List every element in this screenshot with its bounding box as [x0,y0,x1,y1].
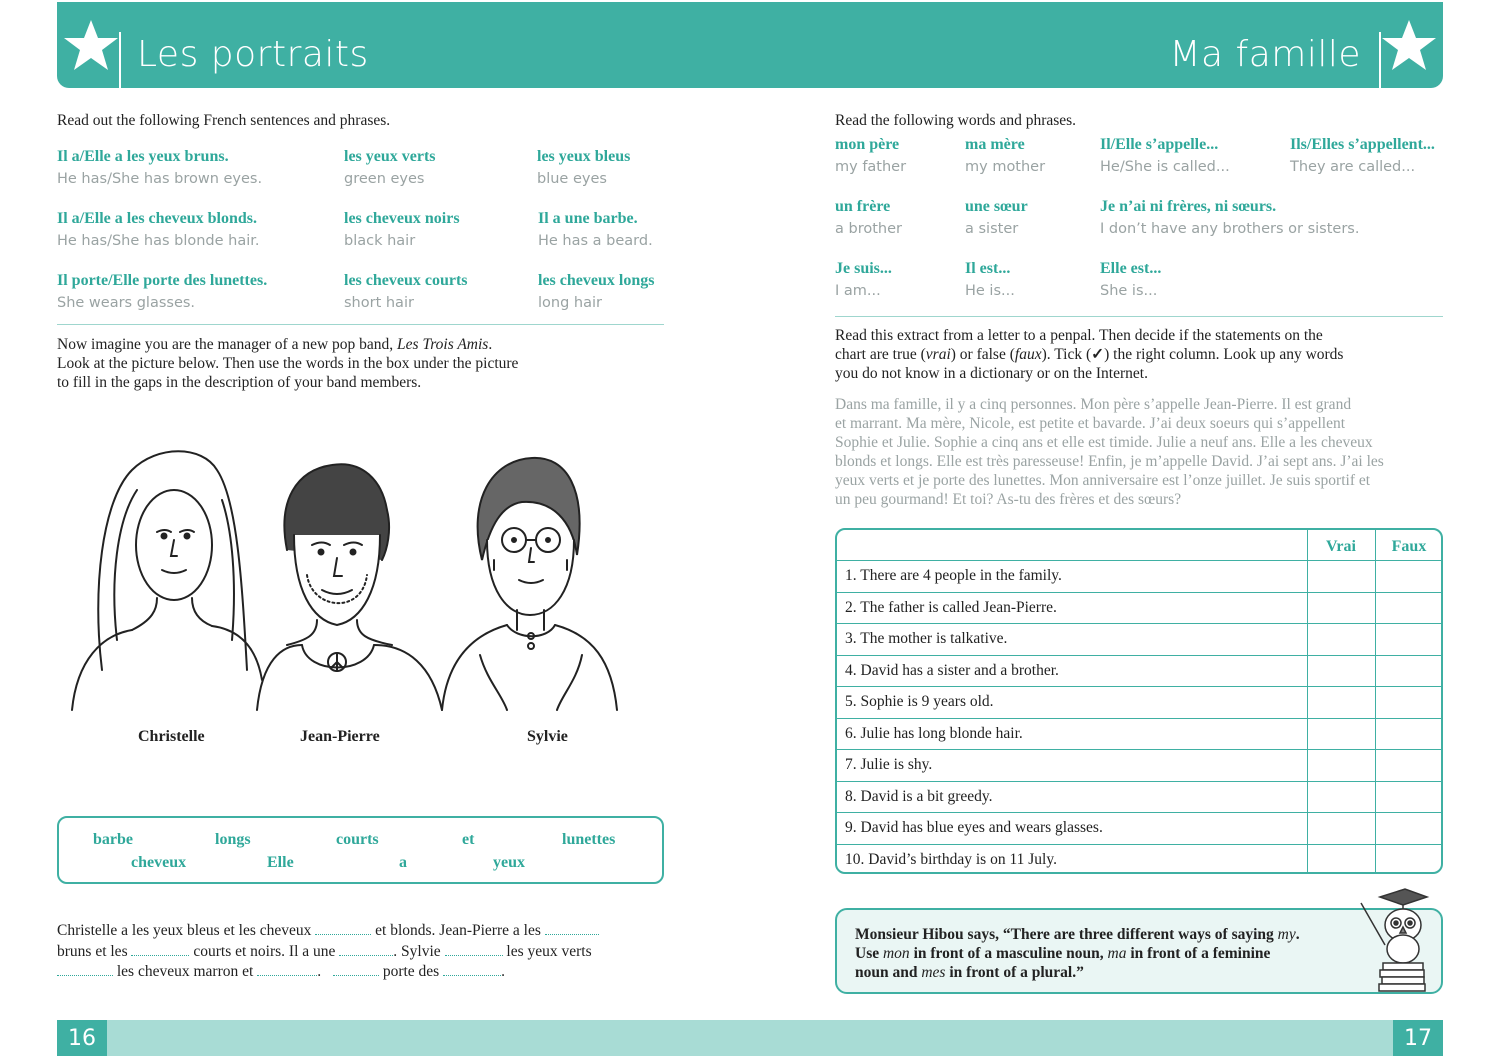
left-instruction-1: Read out the following French sentences and phrases. [57,112,391,129]
phrase-en: a sister [965,221,1019,237]
word: Elle [267,854,294,871]
gap-blank[interactable] [443,963,501,976]
instruction-text: ). Tick ( [1041,346,1092,363]
faux-header: Faux [1391,538,1427,555]
tip-emphasis: ma [1107,945,1127,962]
phrase-fr: Je n’ai ni frères, ni sœurs. [1100,198,1277,215]
gap-text: courts et noirs. Il a une [193,943,336,960]
gap-blank[interactable] [545,922,599,935]
header-divider [119,32,121,88]
phrase-fr: une sœur [965,198,1028,215]
statement: 6. Julie has long blonde hair. [845,725,1023,742]
word-box [57,816,664,884]
gap-text: porte des [382,963,440,980]
table-row [837,592,1441,623]
right-instruction-2-line1: Read this extract from a letter to a penpal. Then decide if the statements on the [835,327,1323,344]
gap-blank[interactable] [339,943,393,956]
star-icon [1379,16,1439,76]
gap-text: les yeux verts [506,943,592,960]
letter-line: un peu gourmand! Et toi? As-tu des frères et des sœurs? [835,491,1182,508]
gap-text: bruns et les [57,943,128,960]
phrase-fr: Je suis... [835,260,892,277]
gap-blank[interactable] [131,943,189,956]
table-row [837,686,1441,718]
right-instruction-1: Read the following words and phrases. [835,112,1077,129]
word: courts [336,831,379,848]
band-illustration [62,440,662,720]
gap-text: les cheveux marron et [116,963,254,980]
left-instruction-2-line2: Look at the picture below. Then use the words in the box under the picture [57,355,519,372]
letter-line: Dans ma famille, il y a cinq personnes. Mon père s’appelle Jean-Pierre. Il est grand [835,396,1352,413]
word: barbe [93,831,133,848]
phrase-en: my mother [965,159,1046,175]
phrase-en: They are called... [1290,159,1416,175]
phrase-fr: Il/Elle s’appelle... [1100,136,1219,153]
phrase-en: green eyes [344,171,425,187]
left-instruction-2-line3: to fill in the gaps in the description of your band members. [57,374,422,391]
phrase-fr: les cheveux longs [538,272,655,289]
instruction-text: Now imagine you are the manager of a new pop band, [57,336,394,353]
statement: 7. Julie is shy. [845,756,933,773]
phrase-en: I am... [835,283,881,299]
table-row [837,812,1441,844]
word: et [462,831,475,848]
phrase-en: blue eyes [537,171,607,187]
table-row [837,718,1441,749]
true-false-table [835,528,1443,874]
phrase-fr: les yeux verts [344,148,436,165]
tip-emphasis: mes [921,964,946,981]
tip-text [855,925,1365,982]
statement: 1. There are 4 people in the family. [845,567,1062,584]
gap-fill-line-3 [57,962,505,981]
phrase-fr: Il a/Elle a les cheveux blonds. [57,210,258,227]
vrai-header: Vrai [1326,538,1356,555]
phrase-fr: mon père [835,136,900,153]
gap-fill-line-1 [57,921,599,940]
table-row [837,560,1441,592]
letter-line: blonds et longs. Elle est très paresseuse! Enfin, je m’appelle David. J’ai sept ans. J’ai les [835,453,1384,470]
statement: 8. David is a bit greedy. [845,788,993,805]
word: longs [215,831,251,848]
tick-icon: ✓ [1091,346,1105,363]
phrase-en: a brother [835,221,902,237]
gap-text: et blonds. Jean-Pierre a les [375,922,541,939]
footer-bar [106,1020,1394,1056]
phrase-fr: Il a une barbe. [538,210,638,227]
gap-blank[interactable] [57,963,113,976]
gap-blank[interactable] [257,963,317,976]
phrase-en: She wears glasses. [57,295,196,311]
tip-emphasis: mon [882,945,910,962]
section-divider [57,324,664,325]
gap-blank[interactable] [315,922,371,935]
table-row [837,844,1441,874]
phrase-fr: Il porte/Elle porte des lunettes. [57,272,268,289]
page-header [57,2,1443,88]
section-divider [835,316,1443,317]
tip-line: Monsieur Hibou says, “There are three different ways of saying [855,926,1274,943]
phrase-en: short hair [344,295,414,311]
owl-mascot-icon [1355,885,1433,993]
tip-emphasis: my [1277,926,1296,943]
gap-text: . [317,963,322,980]
phrase-en: long hair [538,295,602,311]
word: cheveux [131,854,187,871]
band-name: Les Trois Amis [397,336,489,353]
phrase-en: He has/She has blonde hair. [57,233,260,249]
tip-line: Use [855,945,880,962]
right-instruction-2-line2 [835,345,1343,364]
tip-box [835,908,1443,994]
phrase-fr: Il est... [965,260,1011,277]
instruction-text: ) or false ( [950,346,1015,363]
word: yeux [493,854,525,871]
tip-line: noun and [855,964,918,981]
table-row [837,623,1441,655]
phrase-en: He is... [965,283,1015,299]
sylvie-label: Sylvie [527,728,568,745]
right-page-number: 17 [1393,1020,1443,1056]
phrase-en: I don’t have any brothers or sisters. [1100,221,1360,237]
tip-line: in front of a feminine [1130,945,1271,962]
table-row [837,655,1441,686]
word: lunettes [562,831,616,848]
table-row [837,749,1441,781]
statement: 5. Sophie is 9 years old. [845,693,994,710]
left-page-number: 16 [57,1020,107,1056]
phrase-en: black hair [344,233,416,249]
phrase-fr: les cheveux noirs [344,210,460,227]
statement: 4. David has a sister and a brother. [845,662,1059,679]
phrase-en: my father [835,159,907,175]
right-page-title: Ma famille [1169,34,1361,75]
letter-line: et marrant. Ma mère, Nicole, est petite et bavarde. J’ai deux soeurs qui s’appellent [835,415,1346,432]
phrase-fr: les yeux bleus [537,148,631,165]
gap-text: Christelle a les yeux bleus et les cheveux [57,922,312,939]
phrase-fr: un frère [835,198,891,215]
christelle-label: Christelle [138,728,205,745]
tip-line: . [1295,926,1300,943]
left-page-title: Les portraits [137,34,369,75]
statement: 9. David has blue eyes and wears glasses. [845,819,1103,836]
instruction-text: vrai [925,346,951,363]
phrase-en: He has a beard. [538,233,653,249]
phrase-en: He has/She has brown eyes. [57,171,263,187]
word: a [399,854,407,871]
phrase-fr: les cheveux courts [344,272,468,289]
statement: 2. The father is called Jean-Pierre. [845,599,1057,616]
right-instruction-2-line3: you do not know in a dictionary or on the Internet. [835,365,1148,382]
phrase-fr: Il a/Elle a les yeux bruns. [57,148,229,165]
phrase-en: She is... [1100,283,1158,299]
jean-pierre-drawing [257,464,442,710]
christelle-drawing [72,451,262,710]
gap-blank[interactable] [445,943,503,956]
sylvie-drawing [442,458,617,710]
instruction-text: faux [1014,346,1042,363]
phrase-fr: ma mère [965,136,1025,153]
phrase-en: He/She is called... [1100,159,1230,175]
statement: 10. David’s birthday is on 11 July. [845,851,1057,868]
jean-pierre-label: Jean-Pierre [300,728,380,745]
letter-line: yeux verts et je porte des lunettes. Mon anniversaire est l’onze juillet. Je suis sportif et [835,472,1371,489]
left-instruction-2 [57,335,492,354]
star-icon [61,16,121,76]
tip-line: in front of a plural.” [949,964,1084,981]
gap-fill-line-2 [57,942,592,961]
tip-line: in front of a masculine noun, [913,945,1104,962]
instruction-text: chart are true ( [835,346,926,363]
gap-blank[interactable] [333,963,379,976]
letter-line: Sophie et Julie. Sophie a cinq ans et elle est timide. Julie a neuf ans. Elle a les cheveux [835,434,1373,451]
statement: 3. The mother is talkative. [845,630,1008,647]
gap-text: . Sylvie [393,943,441,960]
instruction-text: ) the right column. Look up any words [1104,346,1344,363]
instruction-text: . [488,336,493,353]
table-row [837,781,1441,812]
phrase-fr: Ils/Elles s’appellent... [1290,136,1435,153]
phrase-fr: Elle est... [1100,260,1162,277]
gap-text: . [501,963,505,980]
